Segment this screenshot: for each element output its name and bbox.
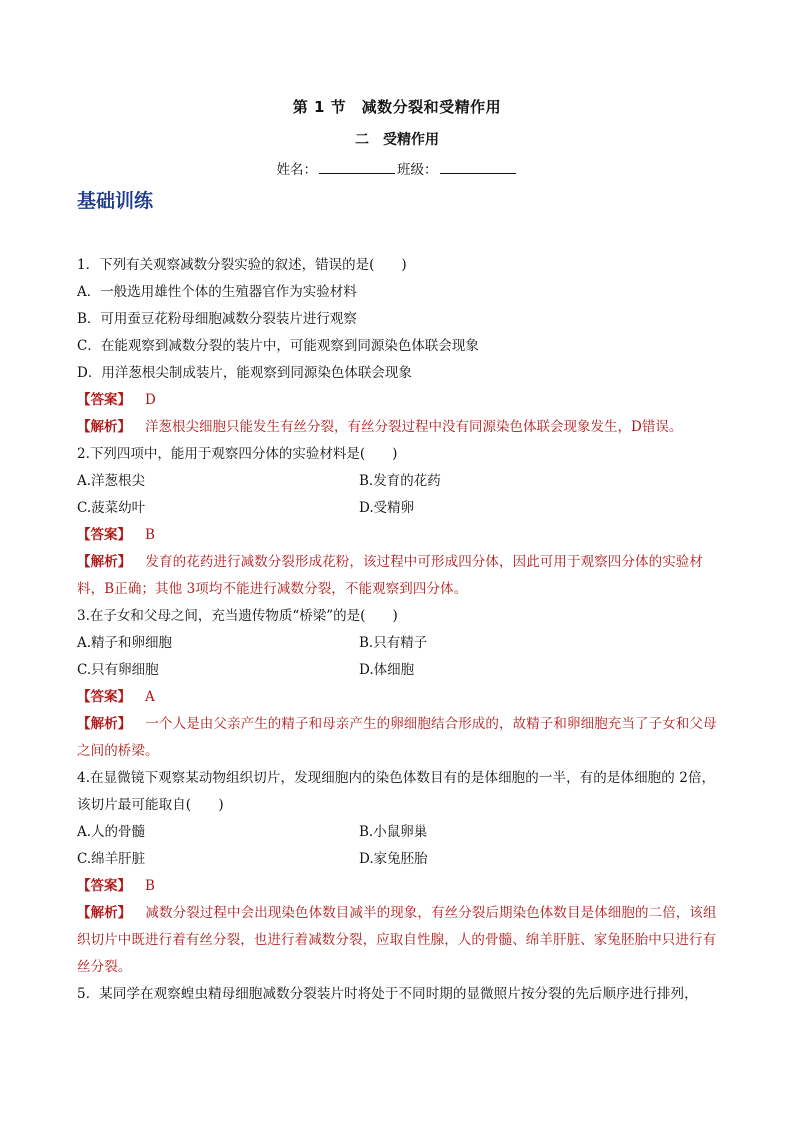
- option: A.精子和卵细胞: [77, 635, 173, 651]
- option-row: [77, 468, 722, 495]
- option: C．在能观察到减数分裂的装片中，可能观察到同源染色体联会现象: [77, 338, 479, 354]
- option: B.只有精子: [359, 635, 428, 651]
- explanation-line: [77, 549, 722, 603]
- question-stem: 5．某同学在观察蝗虫精母细胞减数分裂装片时将处于不同时期的显微照片按分裂的先后顺序进行排列，: [77, 986, 698, 1002]
- answer-label: 【答案】: [77, 527, 131, 543]
- section-title: 基础训练: [77, 190, 154, 212]
- explanation-label: 【解析】: [77, 554, 132, 570]
- explanation-label: 【解析】: [77, 716, 132, 732]
- explanation-line: [77, 414, 722, 441]
- answer-value: A: [145, 689, 155, 705]
- option: B.小鼠卵巢: [359, 824, 428, 840]
- explanation-text: 减数分裂过程中会出现染色体数目减半的现象，有丝分裂后期染色体数目是体细胞的二倍，该组织切片中既进行着有丝分裂，也进行着减数分裂，应取自性腺，人的骨髓、绵羊肝脏、家兔胚胎中只进行有丝分裂。: [77, 905, 717, 975]
- option: D．用洋葱根尖制成装片，能观察到同源染色体联会现象: [77, 365, 412, 381]
- answer-value: B: [145, 878, 155, 894]
- question-stem: 3.在子女和父母之间，充当遗传物质“桥梁”的是( ): [77, 608, 398, 624]
- option: D.受精卵: [359, 500, 415, 516]
- option: C.菠菜幼叶: [77, 500, 146, 516]
- option-row: [77, 657, 722, 684]
- page-subtitle: 二 受精作用: [355, 132, 439, 148]
- option: A.人的骨髓: [77, 824, 146, 840]
- page-title: 第 1 节 减数分裂和受精作用: [292, 98, 502, 116]
- answer-line: [77, 684, 722, 711]
- answer-label: 【答案】: [77, 392, 131, 408]
- option: C.只有卵细胞: [77, 662, 159, 678]
- explanation-line: [77, 900, 722, 981]
- question-list: [77, 252, 722, 1008]
- explanation-label: 【解析】: [77, 905, 132, 921]
- answer-label: 【答案】: [77, 878, 131, 894]
- question-stem: 1．下列有关观察减数分裂实验的叙述，错误的是( ): [77, 257, 407, 273]
- explanation-text: 发育的花药进行减数分裂形成花粉，该过程中可形成四分体，因此可用于观察四分体的实验材料，B正确；其他 3项均不能进行减数分裂，不能观察到四分体。: [77, 554, 704, 597]
- answer-line: [77, 387, 722, 414]
- question-stem: 4.在显微镜下观察某动物组织切片，发现细胞内的染色体数目有的是体细胞的一半，有的是体细胞的 2倍，该切片最可能取自( ): [77, 770, 716, 813]
- option: A.洋葱根尖: [77, 473, 146, 489]
- answer-value: B: [145, 527, 155, 543]
- option-row: [77, 819, 722, 846]
- option: B．可用蚕豆花粉母细胞减数分裂装片进行观察: [77, 311, 357, 327]
- answer-line: [77, 522, 722, 549]
- option: A．一般选用雄性个体的生殖器官作为实验材料: [77, 284, 357, 300]
- explanation-text: 洋葱根尖细胞只能发生有丝分裂，有丝分裂过程中没有同源染色体联会现象发生，D错误。: [145, 419, 683, 435]
- option: C.绵羊肝脏: [77, 851, 146, 867]
- name-blank[interactable]: [319, 161, 395, 174]
- option: D.家兔胚胎: [359, 851, 428, 867]
- option: D.体细胞: [359, 662, 415, 678]
- explanation-text: 一个人是由父亲产生的精子和母亲产生的卵细胞结合形成的，故精子和卵细胞充当了子女和父母之间的桥梁。: [77, 716, 717, 759]
- explanation-line: [77, 711, 722, 765]
- name-label: 姓名：: [276, 162, 317, 178]
- answer-value: D: [145, 392, 156, 408]
- option-row: [77, 495, 722, 522]
- answer-line: [77, 873, 722, 900]
- class-blank[interactable]: [440, 161, 516, 174]
- name-class-bar: [0, 158, 794, 178]
- answer-label: 【答案】: [77, 689, 131, 705]
- option-row: [77, 846, 722, 873]
- option: B.发育的花药: [359, 473, 441, 489]
- option-row: [77, 630, 722, 657]
- question-stem: 2.下列四项中，能用于观察四分体的实验材料是( ): [77, 446, 398, 462]
- class-label: 班级：: [397, 162, 438, 178]
- explanation-label: 【解析】: [77, 419, 131, 435]
